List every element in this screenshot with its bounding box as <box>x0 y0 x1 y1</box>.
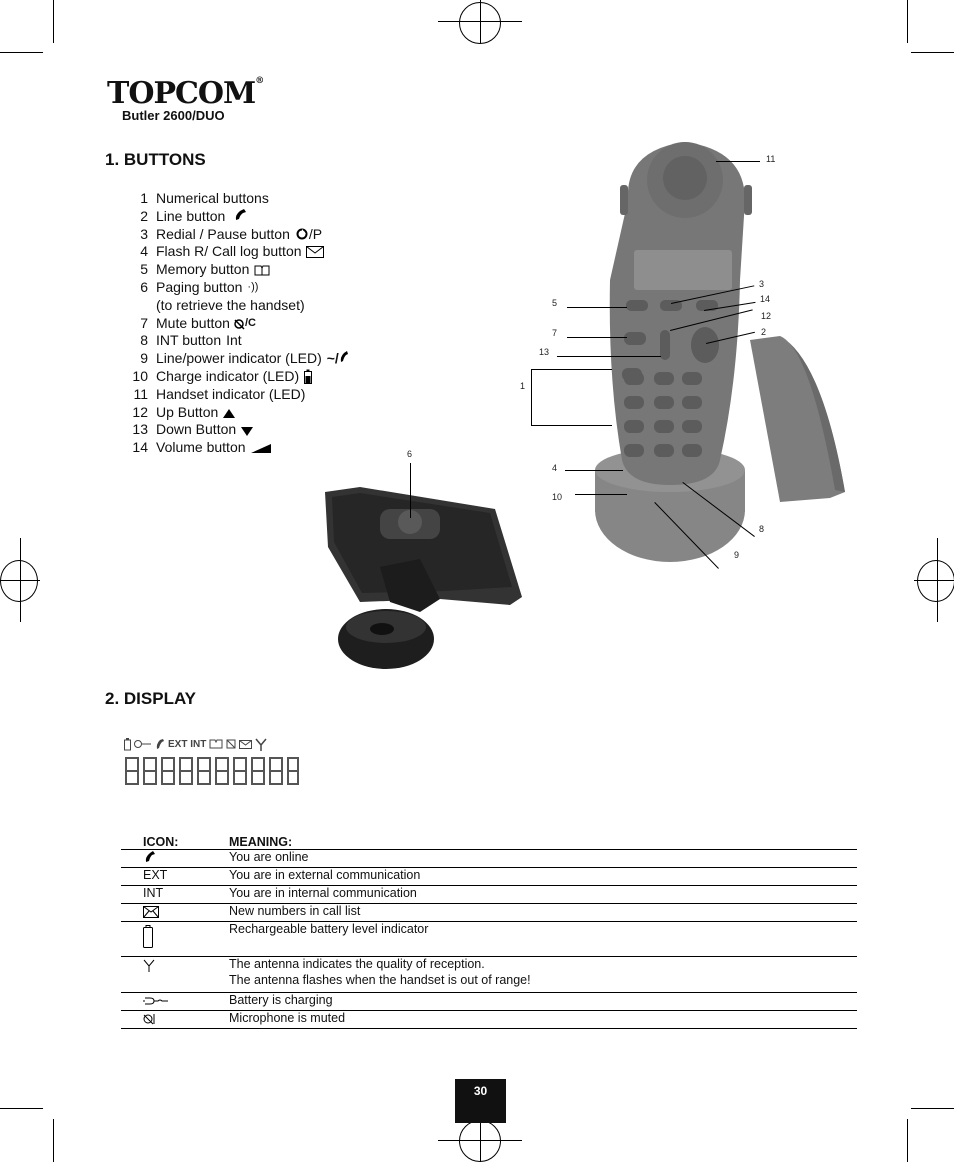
brand-logo: TOPCOM® <box>107 76 264 111</box>
mute-icon <box>143 1013 155 1025</box>
callout-line <box>557 356 661 357</box>
list-item: 14 Volume button <box>110 439 410 457</box>
callout-3: 3 <box>759 279 765 289</box>
callout-11: 11 <box>766 154 776 164</box>
phone-icon <box>233 208 249 222</box>
antenna-icon <box>143 959 155 973</box>
callout-2: 2 <box>761 327 767 337</box>
crop-mark <box>911 52 954 53</box>
list-item: 13 Down Button <box>110 421 410 439</box>
callout-4: 4 <box>552 463 558 473</box>
envelope-icon <box>143 906 159 918</box>
book-icon <box>254 264 270 276</box>
base-unit-photo <box>320 487 526 672</box>
redial-icon <box>295 226 309 240</box>
crop-mark <box>53 0 54 43</box>
callout-6: 6 <box>407 449 413 459</box>
meaning-cell: The antenna indicates the quality of reception. <box>229 957 485 971</box>
crop-mark <box>907 0 908 43</box>
meaning-cell: You are in external communication <box>229 868 857 886</box>
callout-12: 12 <box>761 311 772 321</box>
charging-icon <box>134 739 152 749</box>
callout-1: 1 <box>520 381 526 391</box>
callout-7: 7 <box>552 328 558 338</box>
table-header <box>121 834 857 850</box>
mute-icon <box>234 319 245 330</box>
list-item: 6 Paging button ·)) <box>140 278 259 295</box>
envelope-icon <box>239 740 252 749</box>
callout-line <box>410 463 411 518</box>
book-icon <box>209 739 223 749</box>
crop-mark <box>0 1108 43 1109</box>
table-row <box>121 993 857 1011</box>
callout-line <box>716 161 760 162</box>
table-row <box>121 868 857 886</box>
crop-mark <box>907 1119 908 1162</box>
crop-mark <box>0 52 43 53</box>
battery-icon <box>124 738 131 751</box>
callout-10: 10 <box>552 492 563 502</box>
meaning-cell: New numbers in call list <box>229 904 857 922</box>
meaning-cell: Microphone is muted <box>229 1011 857 1029</box>
lcd-display <box>124 736 300 792</box>
list-item: 12 Up Button <box>110 404 410 422</box>
up-arrow-icon <box>223 408 235 420</box>
meaning-cell: You are in internal communication <box>229 886 857 904</box>
section-title-display: 2. DISPLAY <box>105 689 197 708</box>
charging-icon <box>143 996 169 1006</box>
icon-meaning-table <box>121 834 857 1029</box>
table-row <box>121 957 857 993</box>
callout-8: 8 <box>759 524 765 534</box>
table-row <box>121 1011 857 1029</box>
crop-mark <box>53 1119 54 1162</box>
list-item: 10 Charge indicator (LED) <box>110 368 410 386</box>
meaning-cell: You are online <box>229 850 857 868</box>
line-power-icon: ~/ <box>326 350 339 367</box>
volume-icon <box>251 444 271 454</box>
list-item: (to retrieve the handset) <box>156 296 305 313</box>
handset-photo <box>540 140 860 580</box>
list-item: 2 Line button <box>110 208 410 226</box>
callout-14: 14 <box>760 294 771 304</box>
list-item: 3 Redial / Pause button /P <box>140 225 323 242</box>
column-header-icon: ICON: <box>143 834 179 849</box>
phone-icon <box>339 350 349 364</box>
callout-line <box>567 307 627 308</box>
down-arrow-icon <box>241 426 253 438</box>
battery-icon <box>143 925 153 949</box>
section-title-buttons: 1. BUTTONS <box>105 150 206 169</box>
icon-cell: EXT <box>121 868 229 886</box>
table-row <box>121 886 857 904</box>
lcd-ext-int: EXT INT <box>168 738 207 750</box>
list-item: 1 Numerical buttons <box>140 190 269 206</box>
meaning-cell: The antenna flashes when the handset is out of range! <box>229 973 531 987</box>
callout-13: 13 <box>539 347 550 357</box>
list-item: 11 Handset indicator (LED) <box>133 385 306 402</box>
page-number: 30 <box>455 1079 506 1123</box>
table-row <box>121 904 857 922</box>
list-item: 5 Memory button <box>110 261 410 279</box>
list-item: 8 INT button Int <box>140 332 242 349</box>
model-name: Butler 2600/DUO <box>122 108 225 123</box>
crop-mark <box>911 1108 954 1109</box>
antenna-icon <box>255 738 267 751</box>
callout-line <box>565 470 623 471</box>
list-item: 4 Flash R/ Call log button <box>110 243 410 261</box>
callout-bracket <box>531 369 612 426</box>
callout-line <box>567 337 627 338</box>
paging-icon: ·)) <box>247 280 259 293</box>
callout-line <box>575 494 627 495</box>
list-item: 7 Mute button /C <box>140 314 256 331</box>
meaning-cell: Battery is charging <box>229 993 857 1011</box>
table-row <box>121 850 857 868</box>
phone-icon <box>155 738 165 750</box>
list-item: 9 Line/power indicator (LED) ~/ <box>110 350 410 368</box>
meaning-cell: Rechargeable battery level indicator <box>229 922 857 957</box>
lcd-segment-digits <box>124 756 300 790</box>
table-row <box>121 922 857 957</box>
callout-5: 5 <box>552 298 558 308</box>
mute-icon <box>226 739 236 749</box>
icon-cell: INT <box>121 886 229 904</box>
callout-9: 9 <box>734 550 740 560</box>
battery-icon <box>304 369 312 384</box>
buttons-list <box>110 190 413 459</box>
envelope-icon <box>306 246 324 258</box>
phone-icon <box>143 850 157 863</box>
column-header-meaning: MEANING: <box>229 834 293 849</box>
